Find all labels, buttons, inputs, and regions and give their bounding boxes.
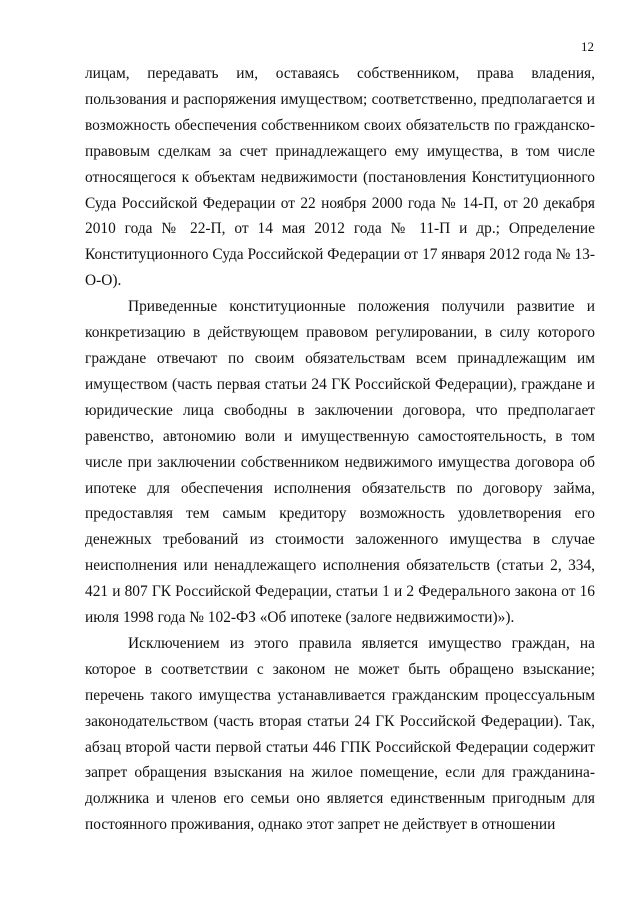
paragraph-continuation: лицам, передавать им, оставаясь собственником, права владения, пользования и распоряжения имуществом; соответственно, предполагается и возможность обеспечения собственником своих обязательств по гражданско-правовым сделкам за счет принадлежащего ему имущества, в том числе относящегося к объектам недвижимости (постановления Конституционного Суда Российской Федерации от 22 ноября 2000 года № 14-П, от 20 декабря 2010 года № 22-П, от 14 мая 2012 года № 11-П и др.; Определение Конституционного Суда Российской Федерации от 17 января 2012 года № 13-О-О). [85,65,595,290]
document-body [85,61,595,838]
paragraph-exception-rule: Исключением из этого правила является имущество граждан, на которое в соответствии с законом не может быть обращено взыскание; перечень такого имущества устанавливается гражданским процессуальным законодательством (часть вторая статьи 24 ГК Российской Федерации). Так, абзац второй части первой статьи 446 ГПК Российской Федерации содержит запрет обращения взыскания на жилое помещение, если для гражданина-должника и членов его семьи оно является единственным пригодным для постоянного проживания, однако этот запрет не действует в отношении [85,634,595,834]
page-number: 12 [581,39,594,54]
paragraph-constitutional-provisions: Приведенные конституционные положения получили развитие и конкретизацию в действующем правовом регулировании, в силу которого граждане отвечают по своим обязательствам всем принадлежащим им имуществом (часть первая статьи 24 ГК Российской Федерации), граждане и юридические лица свободны в заключении договора, что предполагает равенство, автономию воли и имущественную самостоятельность, в том числе при заключении собственником недвижимого имущества договора об ипотеке для обеспечения исполнения обязательств по договору займа, предоставляя тем самым кредитору возможность удовлетворения его денежных требований из стоимости заложенного имущества в случае неисполнения или ненадлежащего исполнения обязательств (статьи 2, 334, 421 и 807 ГК Российской Федерации, статьи 1 и 2 Федерального закона от 16 июля 1998 года № 102-ФЗ «Об ипотеке (залоге недвижимости)»). [85,298,595,627]
